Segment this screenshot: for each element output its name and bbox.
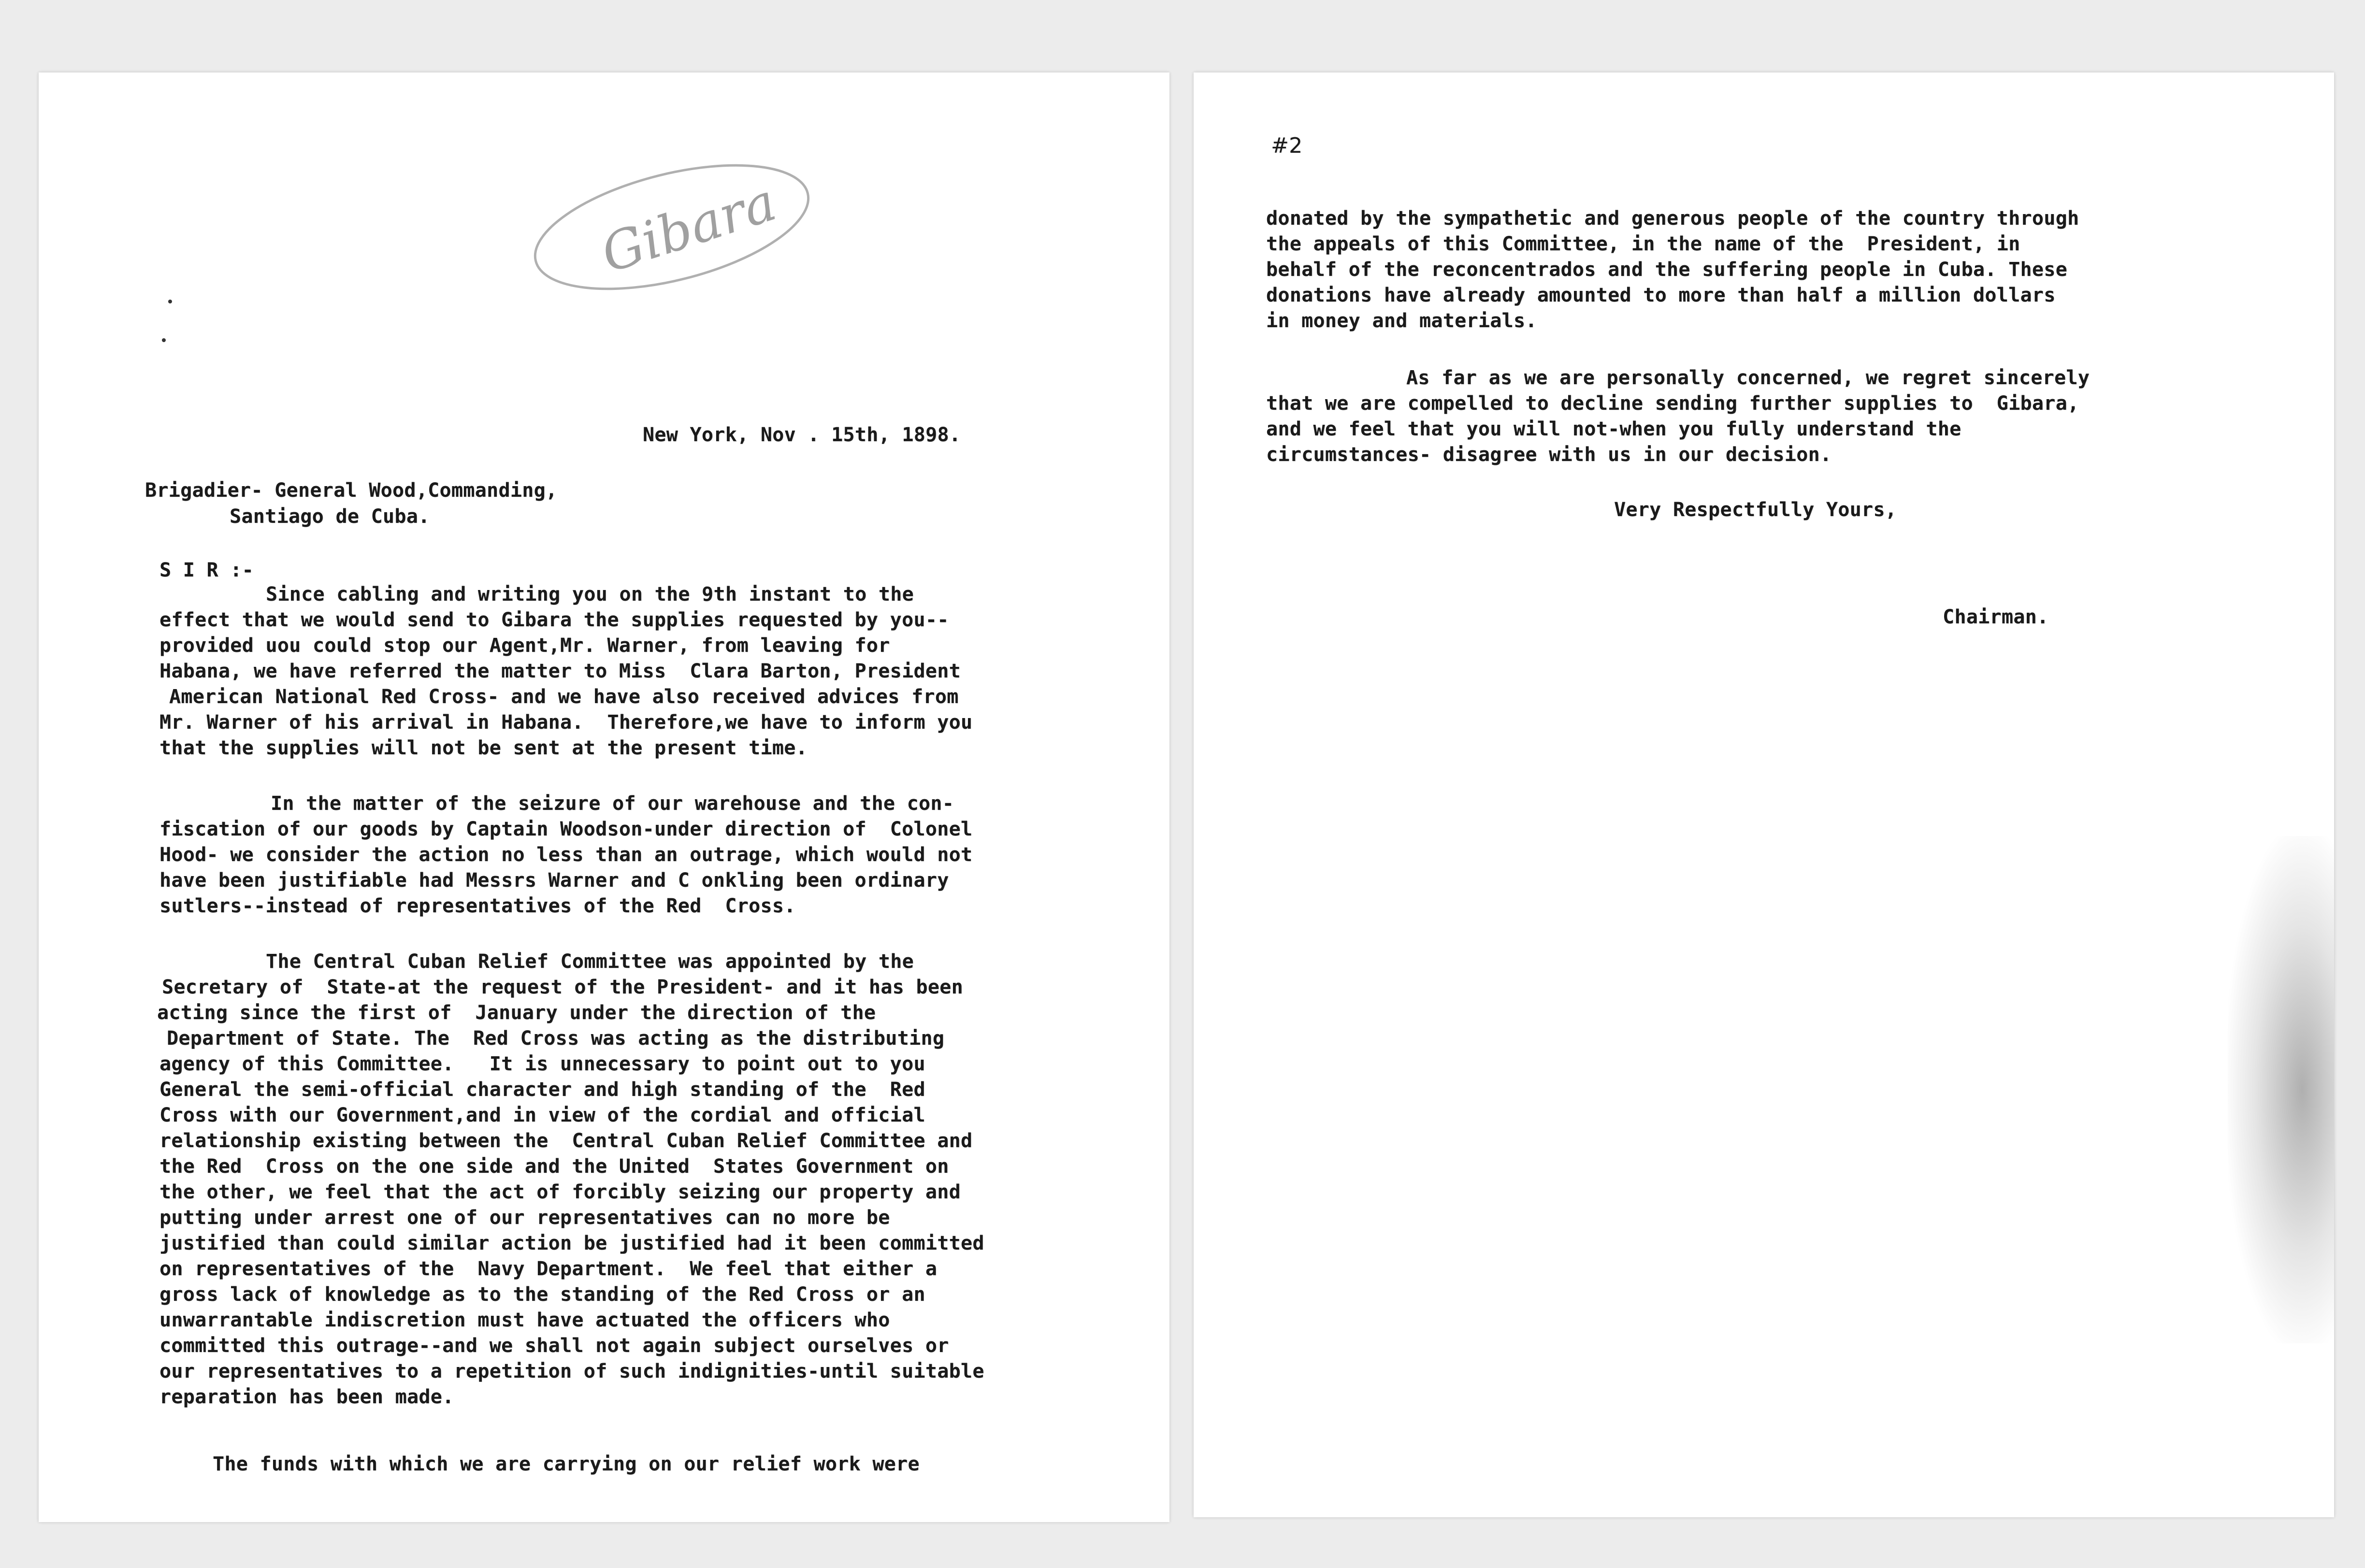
body-line: In the matter of the seizure of our warehouse and the con-: [271, 792, 954, 815]
dateline: New York, Nov . 15th, 1898.: [643, 424, 961, 446]
signature-title: Chairman.: [1943, 606, 2049, 628]
body-line: Since cabling and writing you on the 9th instant to the: [266, 583, 914, 605]
body-line: in money and materials.: [1266, 310, 1537, 332]
body-line: the other, we feel that the act of forcibly seizing our property and: [159, 1181, 961, 1203]
body-line: the Red Cross on the one side and the United States Government on: [159, 1155, 949, 1178]
body-line: acting since the first of January under the direction of the: [157, 1002, 876, 1024]
body-line: that the supplies will not be sent at the present time.: [159, 737, 808, 759]
body-line: The funds with which we are carrying on our relief work were: [213, 1453, 920, 1475]
body-line: unwarrantable indiscretion must have actuated the officers who: [159, 1309, 890, 1331]
body-line: the appeals of this Committee, in the name of the President, in: [1266, 233, 2020, 255]
closing: Very Respectfully Yours,: [1614, 499, 1897, 521]
handwritten-note: Gibara: [594, 172, 783, 285]
body-line: and we feel that you will not-when you fully understand the: [1266, 418, 1961, 440]
body-line: gross lack of knowledge as to the standing of the Red Cross or an: [159, 1283, 925, 1306]
body-line: putting under arrest one of our representatives can no more be: [159, 1207, 890, 1229]
body-line: fiscation of our goods by Captain Woodson-under direction of Colonel: [159, 818, 973, 840]
body-line: relationship existing between the Central Cuban Relief Committee and: [159, 1130, 973, 1152]
body-line: sutlers--instead of representatives of the Red Cross.: [159, 895, 796, 917]
body-line: donated by the sympathetic and generous people of the country through: [1266, 207, 2079, 230]
body-line: that we are compelled to decline sending further supplies to Gibara,: [1266, 392, 2079, 415]
body-line: reparation has been made.: [159, 1386, 454, 1408]
letter-page-2: [1194, 72, 2334, 1517]
page-number: #2: [1271, 133, 1303, 158]
body-line: have been justifiable had Messrs Warner and C onkling been ordinary: [159, 869, 949, 892]
body-line: The Central Cuban Relief Committee was appointed by the: [266, 950, 914, 973]
body-line: Department of State. The Red Cross was acting as the distributing: [167, 1027, 945, 1050]
addressee-line-1: Brigadier- General Wood,Commanding,: [145, 479, 558, 502]
letter-page-1: [39, 72, 1169, 1522]
body-line: Hood- we consider the action no less than an outrage, which would not: [159, 844, 973, 866]
body-line: agency of this Committee. It is unnecessary to point out to you: [159, 1053, 925, 1075]
ink-speck: [162, 338, 166, 342]
scan-smudge: [2228, 836, 2334, 1343]
body-line: Mr. Warner of his arrival in Habana. Therefore,we have to inform you: [159, 711, 973, 734]
body-line: General the semi-official character and high standing of the Red: [159, 1079, 925, 1101]
addressee-line-2: Santiago de Cuba.: [230, 505, 430, 528]
body-line: provided uou could stop our Agent,Mr. Warner, from leaving for: [159, 634, 890, 657]
body-line: our representatives to a repetition of such indignities-until suitable: [159, 1360, 984, 1382]
body-line: circumstances- disagree with us in our decision.: [1266, 444, 1832, 466]
body-line: justified than could similar action be justified had it been committed: [159, 1232, 984, 1254]
body-line: effect that we would send to Gibara the supplies requested by you--: [159, 609, 949, 631]
body-line: As far as we are personally concerned, we regret sincerely: [1406, 367, 2090, 389]
body-line: committed this outrage--and we shall not again subject ourselves or: [159, 1335, 949, 1357]
body-line: donations have already amounted to more than half a million dollars: [1266, 284, 2056, 306]
body-line: on representatives of the Navy Department. We feel that either a: [159, 1258, 937, 1280]
body-line: Habana, we have referred the matter to Miss Clara Barton, President: [159, 660, 961, 682]
body-line: American National Red Cross- and we have also received advices from: [169, 686, 959, 708]
ink-speck: [168, 300, 172, 303]
body-line: Cross with our Government,and in view of the cordial and official: [159, 1104, 925, 1126]
salutation: S I R :-: [159, 559, 254, 581]
body-line: behalf of the reconcentrados and the suffering people in Cuba. These: [1266, 259, 2067, 281]
body-line: Secretary of State-at the request of the President- and it has been: [162, 976, 963, 998]
